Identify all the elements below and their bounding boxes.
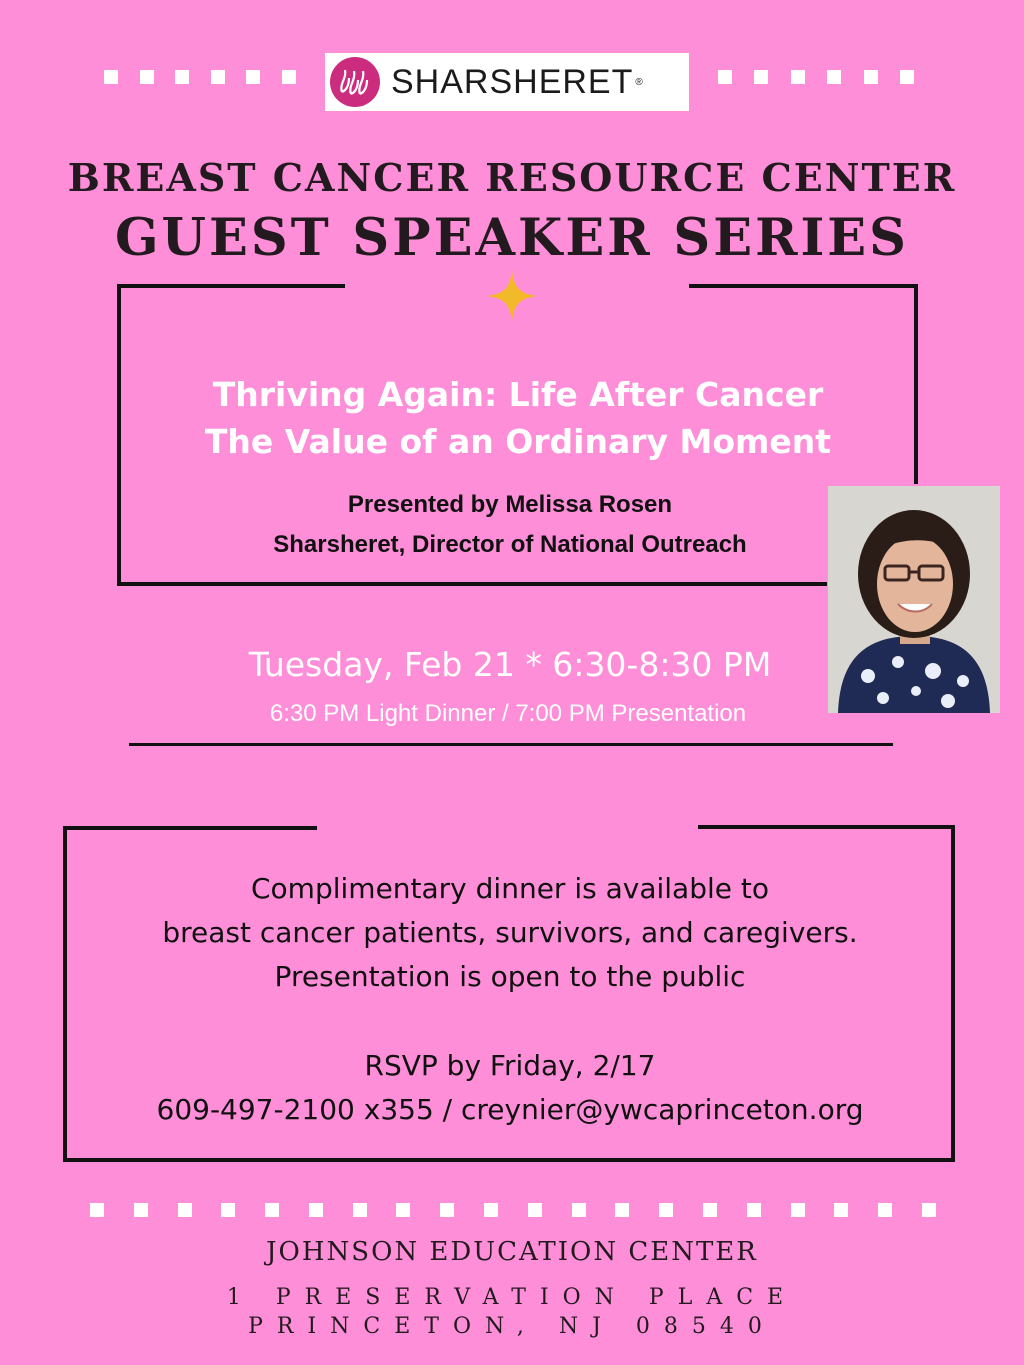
- event-date-time: Tuesday, Feb 21 * 6:30-8:30 PM: [248, 645, 772, 684]
- venue-name: JOHNSON EDUCATION CENTER: [266, 1237, 758, 1267]
- venue-city: PRINCETON, NJ 08540: [248, 1314, 776, 1339]
- talk-title-line-1: Thriving Again: Life After Cancer: [212, 375, 824, 414]
- header-line-1: BREAST CANCER RESOURCE CENTER: [67, 155, 957, 200]
- schedule-divider: [129, 743, 893, 746]
- frame-2-top-right: [698, 825, 955, 829]
- registered-mark: ®: [635, 76, 643, 88]
- info-line-1: Complimentary dinner is available to: [251, 872, 769, 905]
- top-left-dots: [104, 70, 296, 84]
- frame-1-top-right: [689, 284, 918, 288]
- frame-2-bottom: [63, 1158, 955, 1162]
- frame-2-top-left: [63, 826, 317, 830]
- frame-1-bottom: [117, 582, 827, 586]
- rsvp-contact: 609-497-2100 x355 / creynier@ywcaprinceton.org: [156, 1093, 864, 1126]
- frame-1-top-left: [117, 284, 345, 288]
- top-right-dots: [718, 70, 914, 84]
- header-line-2: GUEST SPEAKER SERIES: [114, 208, 910, 268]
- sharsheret-logo: [325, 53, 689, 111]
- logo-wordmark: SHARSHERET: [391, 62, 634, 101]
- talk-title-line-2: The Value of an Ordinary Moment: [204, 422, 832, 461]
- event-schedule-detail: 6:30 PM Light Dinner / 7:00 PM Presentation: [269, 700, 747, 727]
- bottom-dots: [90, 1203, 936, 1217]
- presenter-role: Sharsheret, Director of National Outreach: [273, 531, 747, 558]
- rsvp-deadline: RSVP by Friday, 2/17: [364, 1049, 656, 1082]
- four-point-star-icon: [486, 270, 538, 322]
- info-line-3: Presentation is open to the public: [274, 960, 746, 993]
- venue-street: 1 PRESERVATION PLACE: [226, 1285, 798, 1310]
- presenter-name: Presented by Melissa Rosen: [347, 491, 673, 518]
- sharsheret-logo-mark-icon: [329, 56, 381, 108]
- info-line-2: breast cancer patients, survivors, and caregivers.: [162, 916, 858, 949]
